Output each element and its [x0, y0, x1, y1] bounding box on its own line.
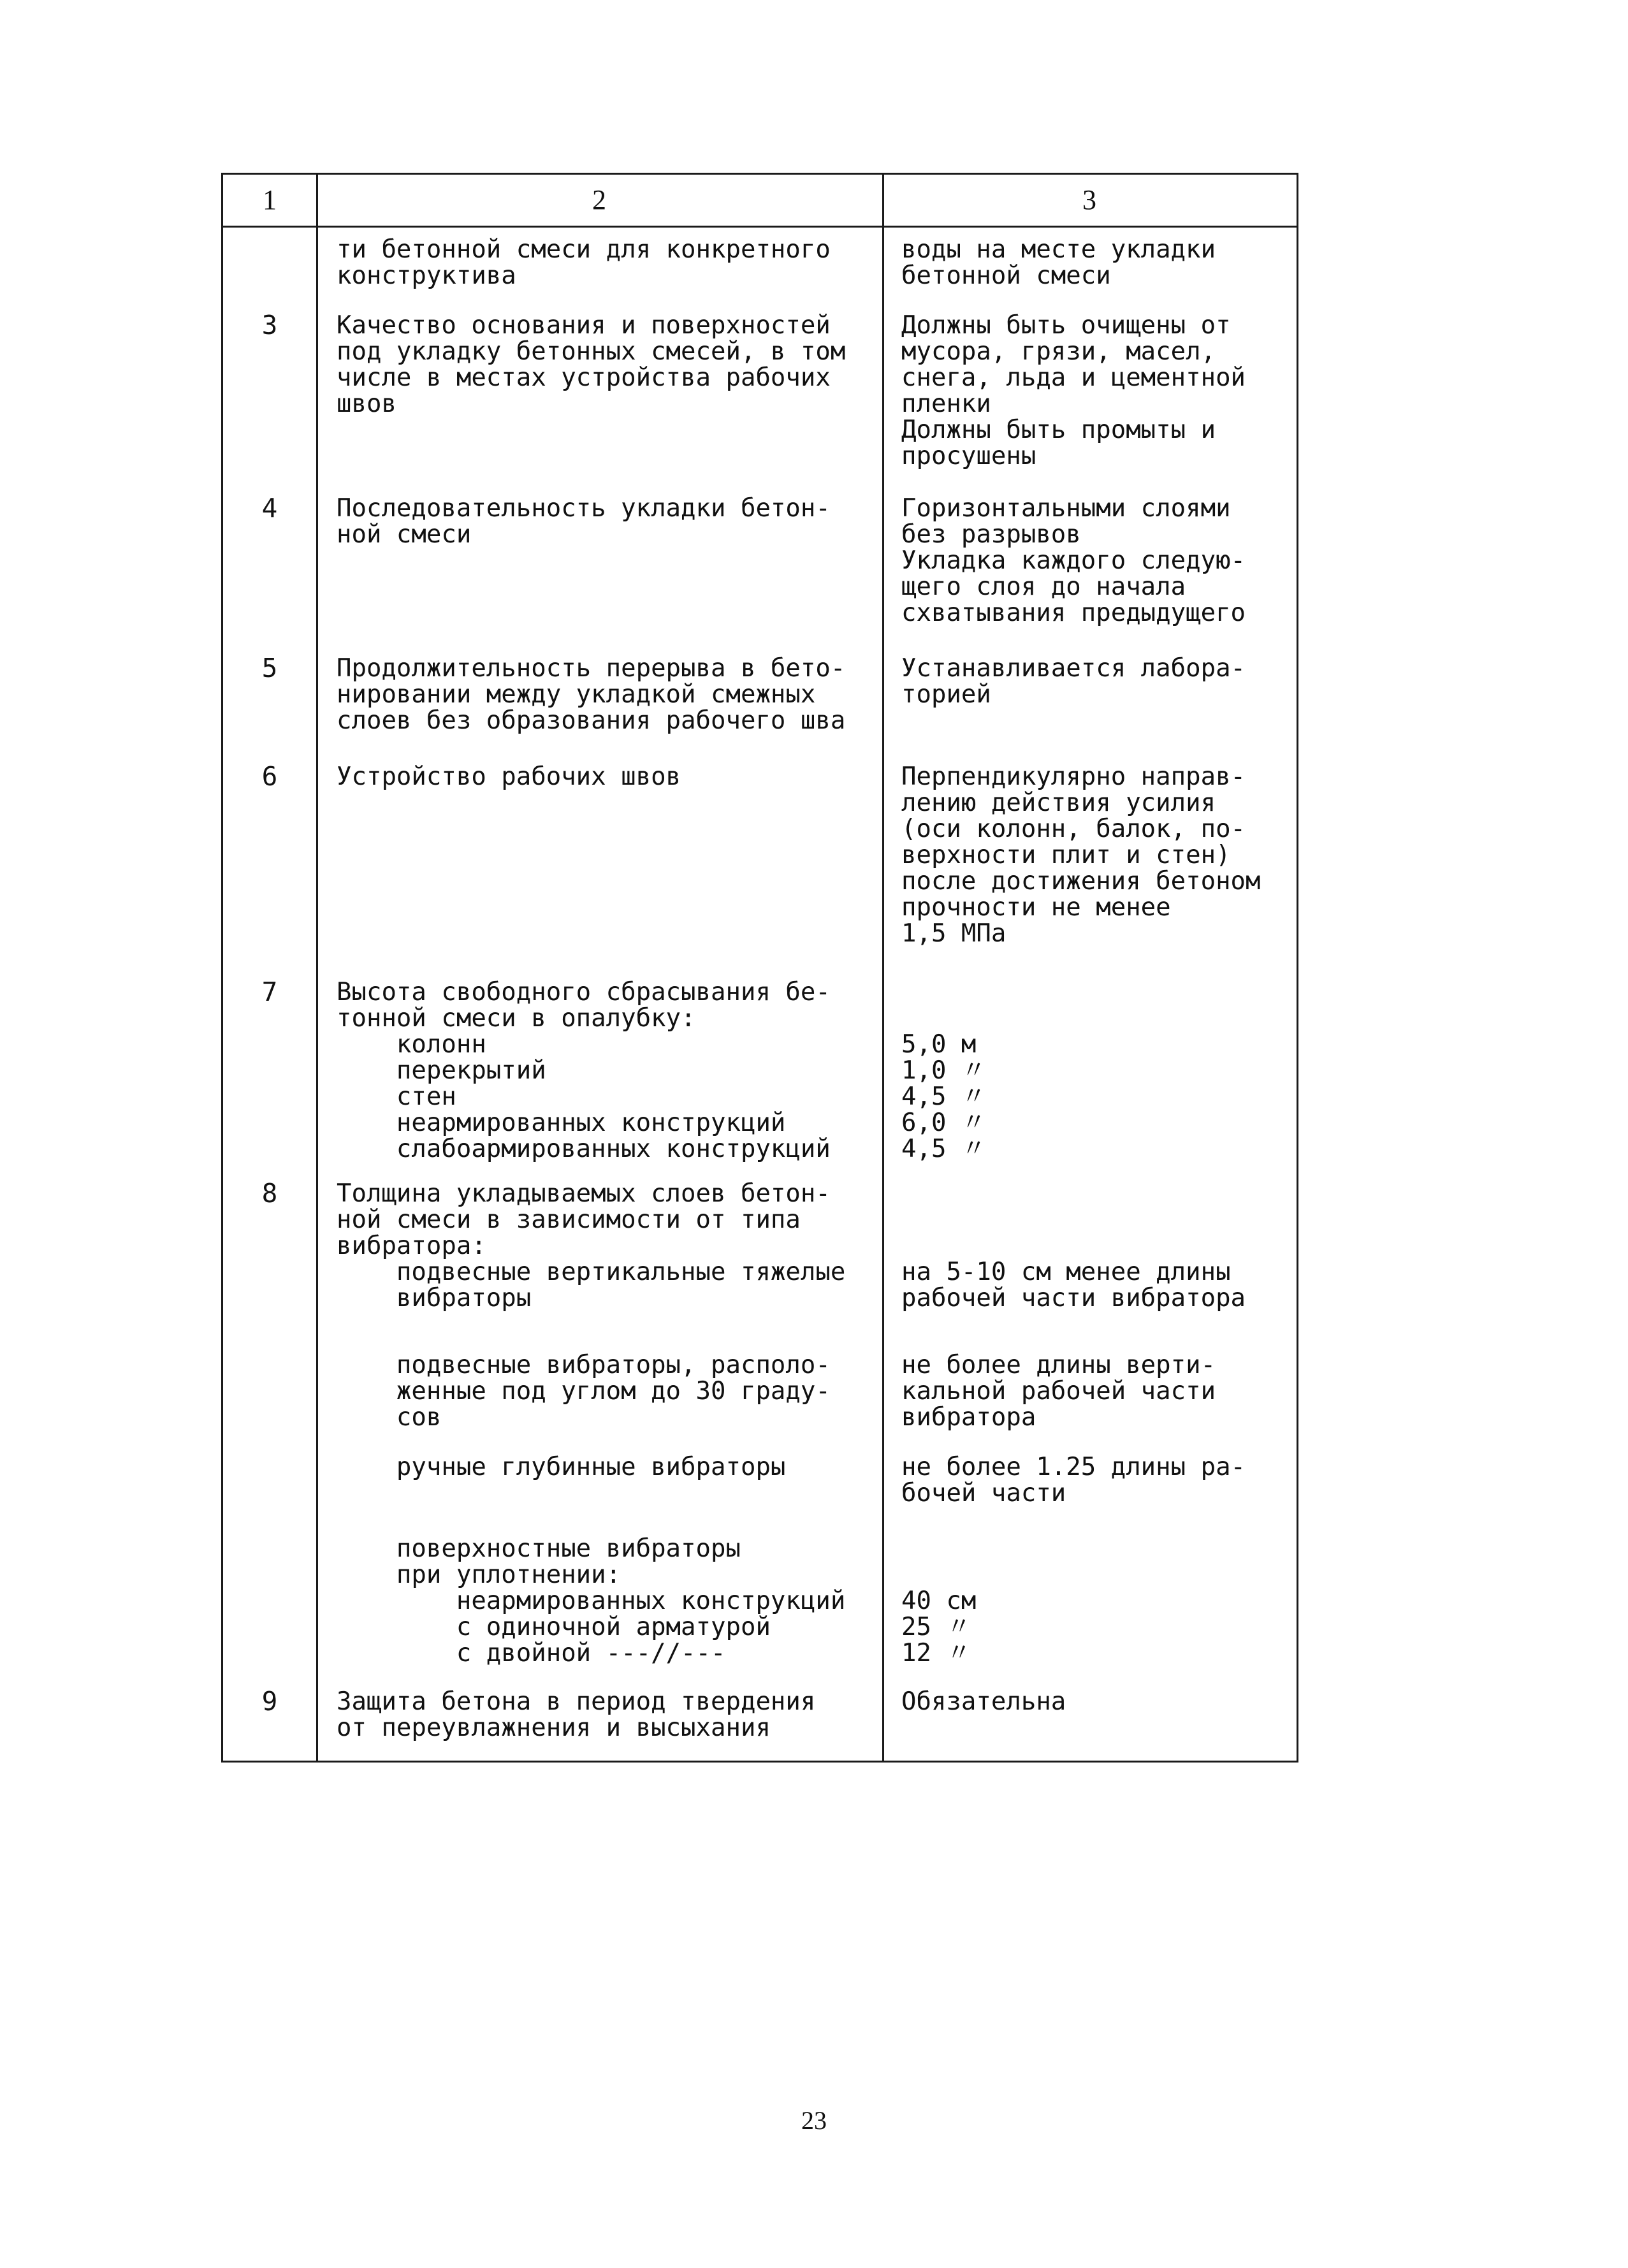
requirement-text: 5,0 м 1,0 〃 4,5 〃 6,0 〃 4,5 〃 — [901, 1030, 986, 1163]
page-number: 23 — [801, 2106, 827, 2135]
row-number: 3 — [261, 310, 278, 340]
column-divider — [316, 175, 318, 1761]
column-header-3: 3 — [1082, 184, 1096, 215]
row-number: 6 — [261, 761, 278, 792]
requirement-text: не более длины верти- кальной рабочей части вибратора — [901, 1351, 1216, 1432]
row-number: 7 — [261, 977, 278, 1007]
requirement-text: Перпендикулярно направ- лению действия усилия (оси колонн, балок, по- верхности плит и стен) после достижения бетоном прочности не менее 1,5 МПа — [901, 762, 1261, 948]
parameter-text: подвесные вибраторы, располо- женные под углом до 30 граду- сов — [396, 1351, 831, 1432]
regulation-table — [221, 173, 1298, 1763]
parameter-text: Последовательность укладки бетон- ной смеси — [337, 494, 831, 549]
requirement-text: 40 см 25 〃 12 〃 — [901, 1587, 977, 1668]
parameter-text: ручные глубинные вибраторы — [337, 1453, 786, 1481]
column-header-1: 1 — [263, 184, 277, 215]
row-number: 9 — [261, 1686, 278, 1717]
row-number: 4 — [261, 493, 278, 523]
requirement-text: не более 1.25 длины ра- бочей части — [901, 1453, 1246, 1508]
row-number: 8 — [261, 1178, 278, 1209]
requirement-text: Обязательна — [901, 1687, 1066, 1716]
requirement-text: на 5-10 см менее длины рабочей части вибратора — [901, 1258, 1246, 1312]
parameter-text: ти бетонной смеси для конкретного конструктива — [337, 235, 831, 290]
parameter-text: Качество основания и поверхностей под укладку бетонных смесей, в том числе в местах устройства рабочих швов — [337, 311, 846, 418]
requirement-text: воды на месте укладки бетонной смеси — [901, 235, 1216, 290]
header-divider — [223, 226, 1297, 228]
parameter-text: Защита бетона в период твердения от переувлажнения и высыхания — [337, 1687, 816, 1742]
requirement-text: Горизонтальными слоями без разрывов Укладка каждого следую- щего слоя до начала схватывания предыдущего — [901, 494, 1246, 627]
parameter-text: Толщина укладываемых слоев бетон- ной смеси в зависимости от типа вибратора: подвесные вертикальные тяжелые вибраторы — [337, 1179, 846, 1312]
parameter-text: Продолжительность перерыва в бето- нировании между укладкой смежных слоев без образования рабочего шва — [337, 654, 846, 735]
parameter-text: Высота свободного сбрасывания бе- тонной смеси в опалубку: колонн перекрытий стен неармированных конструкций слабоармированных конструкций — [337, 978, 831, 1163]
requirement-text: Устанавливается лабора- торией — [901, 654, 1246, 709]
row-number: 5 — [261, 653, 278, 683]
column-divider — [882, 175, 884, 1761]
parameter-text: Устройство рабочих швов — [337, 762, 681, 791]
column-header-2: 2 — [592, 184, 606, 215]
requirement-text: Должны быть очищены от мусора, грязи, масел, снега, льда и цементной пленки Должны быть промыты и просушены — [901, 311, 1246, 470]
parameter-text: поверхностные вибраторы при уплотнении: неармированных конструкций с одиночной арматурой с двойной ---//--- — [396, 1534, 846, 1668]
